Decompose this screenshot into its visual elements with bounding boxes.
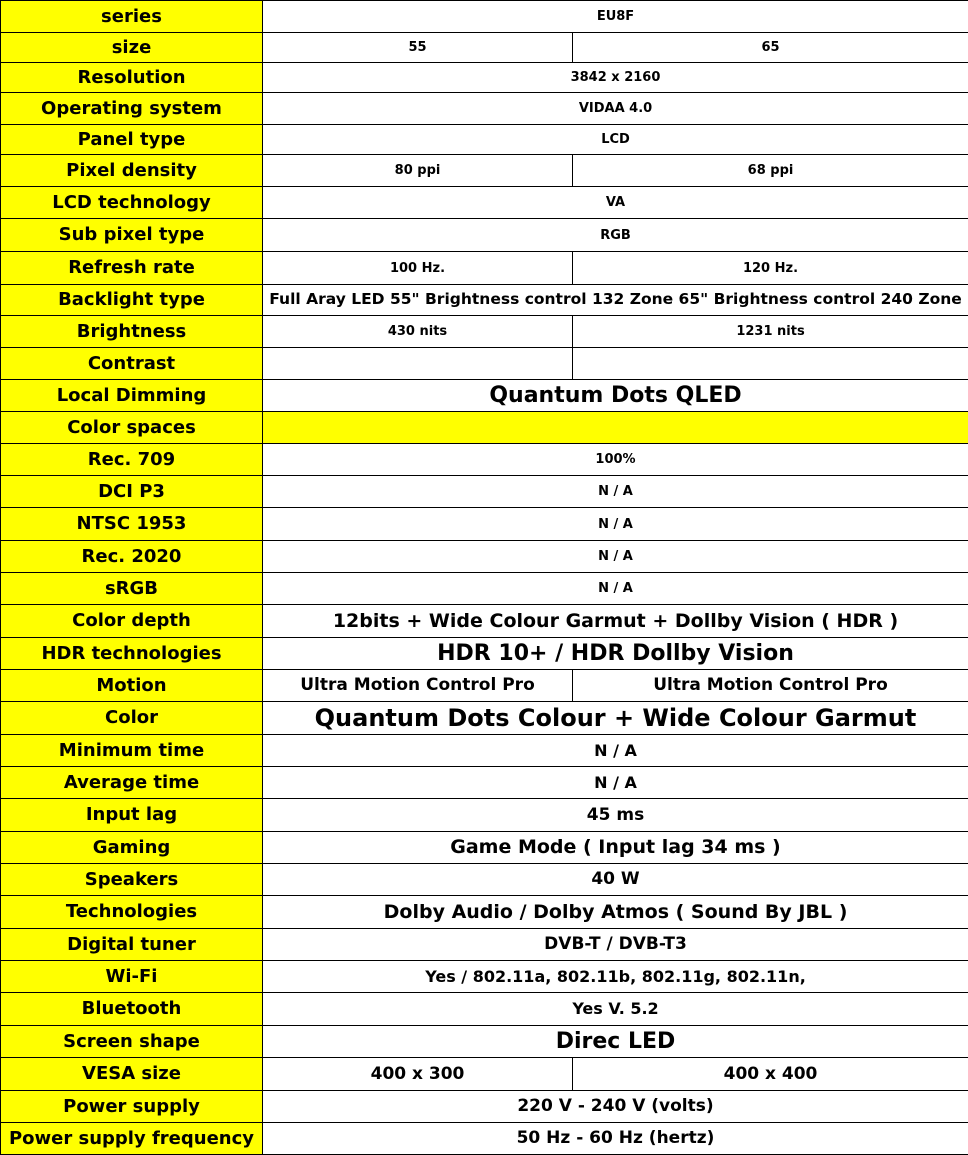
row-subpixel — [1, 219, 968, 252]
label-color: Color — [1, 702, 263, 735]
value-subpixel: RGB — [263, 219, 968, 252]
value-motion-65: Ultra Motion Control Pro — [573, 670, 968, 702]
value-backlight: Full Aray LED 55" Brightness control 132 Zone 65" Brightness control 240 Zone — [263, 285, 968, 316]
row-hdr — [1, 638, 968, 670]
value-vesa-55: 400 x 300 — [263, 1058, 573, 1091]
value-contrast-55 — [263, 348, 573, 380]
label-color-spaces: Color spaces — [1, 412, 263, 444]
row-pixel-density — [1, 155, 968, 187]
row-os — [1, 93, 968, 125]
value-local-dimming: Quantum Dots QLED — [263, 380, 968, 412]
row-power — [1, 1091, 968, 1123]
section-color-spaces — [263, 412, 968, 444]
row-backlight — [1, 285, 968, 316]
label-min-time: Minimum time — [1, 735, 263, 767]
value-panel: LCD — [263, 125, 968, 155]
value-wifi: Yes / 802.11a, 802.11b, 802.11g, 802.11n, — [263, 961, 968, 993]
value-rec709: 100% — [263, 444, 968, 476]
value-brightness-55: 430 nits — [263, 316, 573, 348]
value-refresh-65: 120 Hz. — [573, 252, 968, 285]
value-bluetooth: Yes V. 5.2 — [263, 993, 968, 1026]
label-input-lag: Input lag — [1, 799, 263, 832]
label-contrast: Contrast — [1, 348, 263, 380]
value-power-freq: 50 Hz - 60 Hz (hertz) — [263, 1123, 968, 1155]
row-rec709 — [1, 444, 968, 476]
row-wifi — [1, 961, 968, 993]
label-lcd-tech: LCD technology — [1, 187, 263, 219]
label-power: Power supply — [1, 1091, 263, 1123]
value-pixel-density-55: 80 ppi — [263, 155, 573, 187]
value-series: EU8F — [263, 1, 968, 33]
value-motion-55: Ultra Motion Control Pro — [263, 670, 573, 702]
value-brightness-65: 1231 nits — [573, 316, 968, 348]
label-local-dimming: Local Dimming — [1, 380, 263, 412]
label-ntsc: NTSC 1953 — [1, 508, 263, 541]
value-color: Quantum Dots Colour + Wide Colour Garmut — [263, 702, 968, 735]
label-backlight: Backlight type — [1, 285, 263, 316]
row-refresh — [1, 252, 968, 285]
row-lcd-tech — [1, 187, 968, 219]
row-dcip3 — [1, 476, 968, 508]
row-vesa — [1, 1058, 968, 1091]
label-brightness: Brightness — [1, 316, 263, 348]
row-color-depth — [1, 605, 968, 638]
value-hdr: HDR 10+ / HDR Dollby Vision — [263, 638, 968, 670]
label-refresh: Refresh rate — [1, 252, 263, 285]
value-speakers: 40 W — [263, 864, 968, 896]
label-color-depth: Color depth — [1, 605, 263, 638]
label-hdr: HDR technologies — [1, 638, 263, 670]
value-avg-time: N / A — [263, 767, 968, 799]
label-gaming: Gaming — [1, 832, 263, 864]
row-panel — [1, 125, 968, 155]
label-rec2020: Rec. 2020 — [1, 541, 263, 573]
label-tuner: Digital tuner — [1, 929, 263, 961]
value-pixel-density-65: 68 ppi — [573, 155, 968, 187]
row-speakers — [1, 864, 968, 896]
label-vesa: VESA size — [1, 1058, 263, 1091]
row-brightness — [1, 316, 968, 348]
row-resolution — [1, 63, 968, 93]
label-screen-shape: Screen shape — [1, 1026, 263, 1058]
label-motion: Motion — [1, 670, 263, 702]
label-size: size — [1, 33, 263, 63]
value-ntsc: N / A — [263, 508, 968, 541]
row-local-dimming — [1, 380, 968, 412]
row-input-lag — [1, 799, 968, 832]
label-power-freq: Power supply frequency — [1, 1123, 263, 1155]
row-tuner — [1, 929, 968, 961]
value-power: 220 V - 240 V (volts) — [263, 1091, 968, 1123]
value-size-65: 65 — [573, 33, 968, 63]
row-gaming — [1, 832, 968, 864]
value-tuner: DVB-T / DVB-T3 — [263, 929, 968, 961]
value-refresh-55: 100 Hz. — [263, 252, 573, 285]
value-contrast-65 — [573, 348, 968, 380]
value-dcip3: N / A — [263, 476, 968, 508]
row-power-freq — [1, 1123, 968, 1155]
label-subpixel: Sub pixel type — [1, 219, 263, 252]
value-size-55: 55 — [263, 33, 573, 63]
row-color-spaces — [1, 412, 968, 444]
label-bluetooth: Bluetooth — [1, 993, 263, 1026]
label-speakers: Speakers — [1, 864, 263, 896]
value-technologies: Dolby Audio / Dolby Atmos ( Sound By JBL ) — [263, 896, 968, 929]
label-avg-time: Average time — [1, 767, 263, 799]
label-dcip3: DCI P3 — [1, 476, 263, 508]
label-panel: Panel type — [1, 125, 263, 155]
label-technologies: Technologies — [1, 896, 263, 929]
label-rec709: Rec. 709 — [1, 444, 263, 476]
label-os: Operating system — [1, 93, 263, 125]
row-motion — [1, 670, 968, 702]
row-technologies — [1, 896, 968, 929]
value-screen-shape: Direc LED — [263, 1026, 968, 1058]
value-min-time: N / A — [263, 735, 968, 767]
row-rec2020 — [1, 541, 968, 573]
value-lcd-tech: VA — [263, 187, 968, 219]
value-rec2020: N / A — [263, 541, 968, 573]
value-os: VIDAA 4.0 — [263, 93, 968, 125]
label-resolution: Resolution — [1, 63, 263, 93]
row-size — [1, 33, 968, 63]
label-series: series — [1, 1, 263, 33]
row-screen-shape — [1, 1026, 968, 1058]
value-input-lag: 45 ms — [263, 799, 968, 832]
value-gaming: Game Mode ( Input lag 34 ms ) — [263, 832, 968, 864]
row-bluetooth — [1, 993, 968, 1026]
row-series — [1, 1, 968, 33]
row-avg-time — [1, 767, 968, 799]
value-srgb: N / A — [263, 573, 968, 605]
label-wifi: Wi-Fi — [1, 961, 263, 993]
value-color-depth: 12bits + Wide Colour Garmut + Dollby Vision ( HDR ) — [263, 605, 968, 638]
label-srgb: sRGB — [1, 573, 263, 605]
row-min-time — [1, 735, 968, 767]
row-contrast — [1, 348, 968, 380]
value-vesa-65: 400 x 400 — [573, 1058, 968, 1091]
row-color — [1, 702, 968, 735]
row-srgb — [1, 573, 968, 605]
label-pixel-density: Pixel density — [1, 155, 263, 187]
row-ntsc — [1, 508, 968, 541]
value-resolution: 3842 x 2160 — [263, 63, 968, 93]
